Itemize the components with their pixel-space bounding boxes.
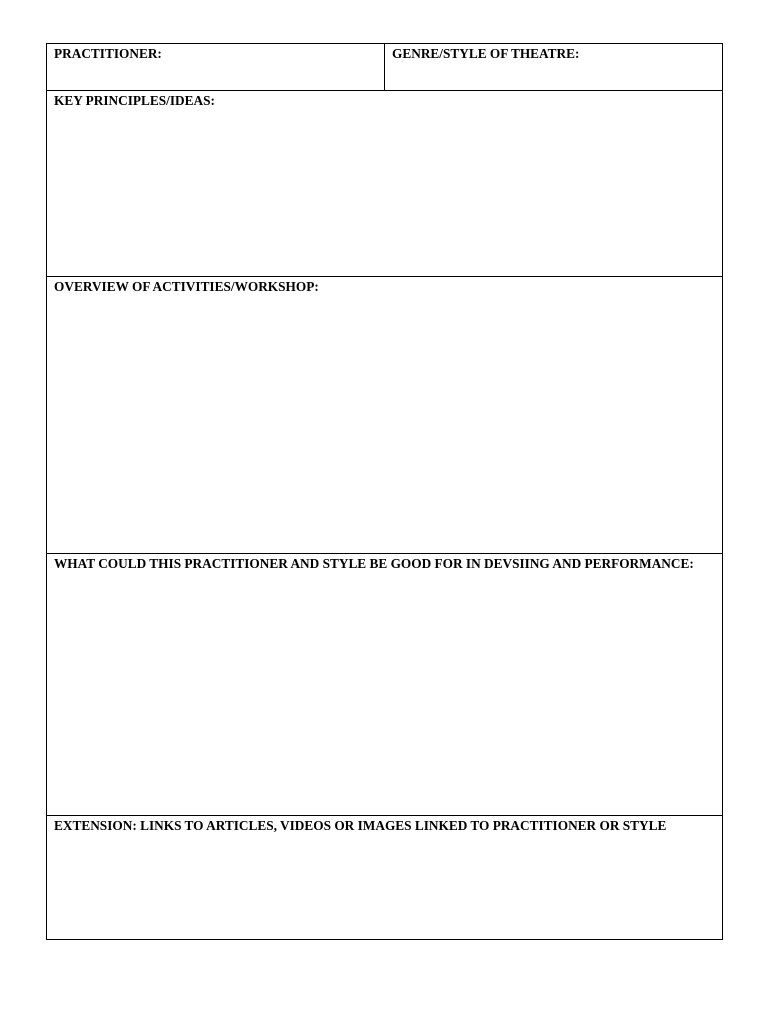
devising-row (47, 554, 723, 816)
practitioner-field[interactable] (47, 44, 385, 91)
extension-row (47, 816, 723, 940)
key-principles-row (47, 91, 723, 277)
practitioner-label: PRACTITIONER: (54, 46, 162, 61)
extension-label: EXTENSION: LINKS TO ARTICLES, VIDEOS OR IMAGES LINKED TO PRACTITIONER OR STYLE (54, 818, 667, 833)
overview-label: OVERVIEW OF ACTIVITIES/WORKSHOP: (54, 279, 319, 294)
genre-field[interactable] (385, 44, 723, 91)
overview-row (47, 277, 723, 554)
practitioner-worksheet-table (46, 43, 723, 940)
extension-field[interactable] (47, 816, 723, 940)
devising-field[interactable] (47, 554, 723, 816)
header-row (47, 44, 723, 91)
key-principles-label: KEY PRINCIPLES/IDEAS: (54, 93, 215, 108)
genre-label: GENRE/STYLE OF THEATRE: (392, 46, 580, 61)
key-principles-field[interactable] (47, 91, 723, 277)
overview-field[interactable] (47, 277, 723, 554)
devising-label: WHAT COULD THIS PRACTITIONER AND STYLE BE GOOD FOR IN DEVSIING AND PERFORMANCE: (54, 556, 694, 571)
